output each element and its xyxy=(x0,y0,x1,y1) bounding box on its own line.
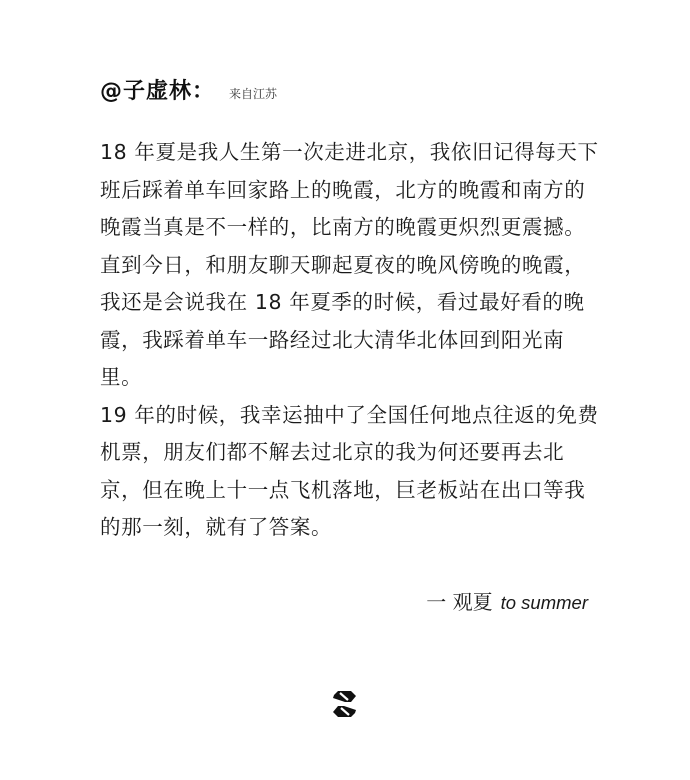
paragraph: 直到今日，和朋友聊天聊起夏夜的晚风傍晚的晚霞，我还是会说我在 18 年夏季的时候，看过最好看的晚霞，我踩着单车一路经过北大清华北体回到阳光南里。 xyxy=(100,252,586,389)
post-header xyxy=(100,74,277,105)
signature-latin: to summer xyxy=(500,592,588,613)
author-name[interactable]: @子虚林： xyxy=(100,79,216,104)
signature-name: 一 观夏 xyxy=(426,590,493,614)
paragraph: 18 年夏是我人生第一次走进北京，我依旧记得每天下班后踩着单车回家路上的晚霞，北方的晚霞和南方的晚霞当真是不一样的，比南方的晚霞更炽烈更震撼。 xyxy=(100,140,599,239)
author-location: 来自江苏 xyxy=(229,87,278,101)
paragraph: 19 年的时候，我幸运抽中了全国任何地点往返的免费机票，朋友们都不解去过北京的我为何还要再去北京，但在晚上十一点飞机落地，巨老板站在出口等我的那一刻，就有了答案。 xyxy=(100,402,599,539)
brand-s-logo-icon xyxy=(331,690,358,718)
signature xyxy=(426,586,588,615)
post-body xyxy=(100,134,600,547)
